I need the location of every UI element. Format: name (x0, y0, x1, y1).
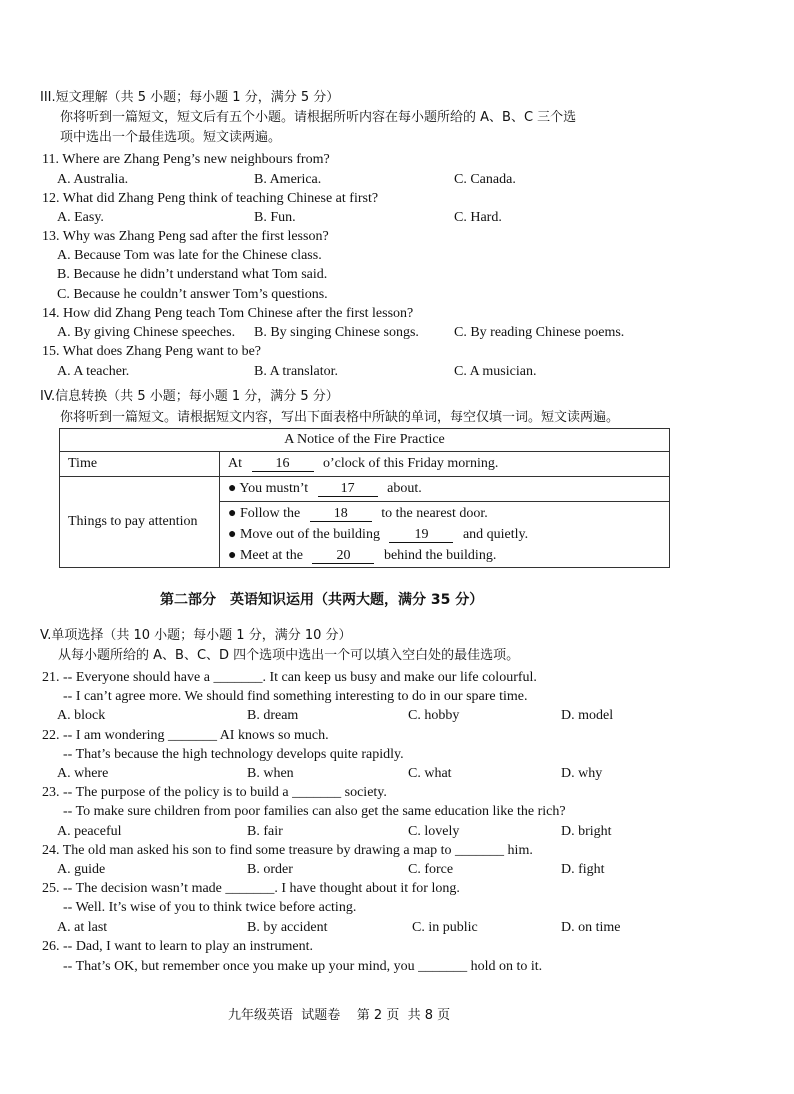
question-11: 11. Where are Zhang Peng’s new neighbours from? (42, 152, 330, 167)
q12-option-a: A. Easy. (57, 210, 104, 225)
q25-option-c: C. in public (412, 920, 478, 935)
q22-option-c: C. what (408, 766, 452, 781)
bullet-17-prefix: ● You mustn’t (228, 481, 309, 496)
question-21-line1: 21. -- Everyone should have a _______. It can keep us busy and make our life colourful. (42, 670, 537, 685)
question-26-line1: 26. -- Dad, I want to learn to play an instrument. (42, 939, 313, 954)
bullet-19 (228, 524, 661, 545)
bullet-18-prefix: ● Follow the (228, 506, 301, 521)
section3-heading: III.短文理解（共 5 小题；每小题 1 分，满分 5 分） (40, 90, 340, 105)
q24-option-d: D. fight (561, 862, 605, 877)
bullet-20-prefix: ● Meet at the (228, 548, 303, 563)
section3-instructions-line1: 你将听到一篇短文，短文后有五个小题。请根据所听内容在每小题所给的 A、B、C 三个选 (60, 110, 577, 125)
q24-option-c: C. force (408, 862, 454, 877)
q23-option-b: B. fair (247, 824, 283, 839)
question-13: 13. Why was Zhang Peng sad after the first lesson? (42, 229, 329, 244)
q11-option-b: B. America. (254, 172, 322, 187)
time-cell (220, 452, 670, 477)
q25-option-d: D. on time (561, 920, 621, 935)
section5-instructions: 从每小题所给的 A、B、C、D 四个选项中选出一个可以填入空白处的最佳选项。 (58, 648, 520, 663)
q15-option-a: A. A teacher. (57, 364, 130, 379)
section4-heading: IV.信息转换（共 5 小题；每小题 1 分，满分 5 分） (40, 389, 339, 404)
blank-17[interactable]: 17 (318, 481, 378, 497)
bullet-17-suffix: about. (387, 481, 422, 496)
question-23-line1: 23. -- The purpose of the policy is to build a _______ society. (42, 785, 387, 800)
q21-option-b: B. dream (247, 708, 299, 723)
bullet-17-cell (220, 477, 670, 502)
q12-option-c: C. Hard. (454, 210, 502, 225)
time-prefix: At (228, 456, 242, 471)
blank-18[interactable]: 18 (310, 506, 372, 522)
question-12: 12. What did Zhang Peng think of teaching Chinese at first? (42, 191, 379, 206)
q25-option-a: A. at last (57, 920, 108, 935)
question-24-line1: 24. The old man asked his son to find some treasure by drawing a map to _______ him. (42, 843, 533, 858)
q22-option-a: A. where (57, 766, 109, 781)
bullet-20 (228, 545, 661, 566)
q11-option-c: C. Canada. (454, 172, 516, 187)
notice-title: A Notice of the Fire Practice (60, 429, 670, 452)
q23-option-d: D. bright (561, 824, 612, 839)
q22-option-d: D. why (561, 766, 603, 781)
question-26-line2: -- That’s OK, but remember once you make up your mind, you _______ hold on to it. (63, 959, 543, 974)
q11-option-a: A. Australia. (57, 172, 129, 187)
bullet-19-prefix: ● Move out of the building (228, 527, 380, 542)
q14-option-c: C. By reading Chinese poems. (454, 325, 625, 340)
q14-option-a: A. By giving Chinese speeches. (57, 325, 236, 340)
q15-option-c: C. A musician. (454, 364, 537, 379)
q23-option-c: C. lovely (408, 824, 460, 839)
q24-option-b: B. order (247, 862, 293, 877)
q14-option-b: B. By singing Chinese songs. (254, 325, 419, 340)
bullet-18-suffix: to the nearest door. (381, 506, 488, 521)
q25-option-b: B. by accident (247, 920, 328, 935)
question-21-line2: -- I can’t agree more. We should find something interesting to do in our spare time. (63, 689, 528, 704)
q22-option-b: B. when (247, 766, 294, 781)
q13-option-a: A. Because Tom was late for the Chinese class. (57, 248, 322, 263)
q24-option-a: A. guide (57, 862, 106, 877)
bullets-cell (220, 502, 670, 568)
question-22-line2: -- That’s because the high technology develops quite rapidly. (63, 747, 404, 762)
section4-instructions: 你将听到一篇短文。请根据短文内容，写出下面表格中所缺的单词，每空仅填一词。短文读两遍。 (60, 410, 620, 425)
fire-practice-notice-table (59, 428, 670, 568)
section3-instructions-line2: 项中选出一个最佳选项。短文读两遍。 (60, 130, 282, 145)
part2-title: 第二部分 英语知识运用（共两大题，满分 35 分） (160, 592, 484, 608)
question-25-line1: 25. -- The decision wasn’t made _______. I have thought about it for long. (42, 881, 460, 896)
q21-option-d: D. model (561, 708, 614, 723)
q23-option-a: A. peaceful (57, 824, 122, 839)
page-footer: 九年级英语 试题卷 第 2 页 共 8 页 (228, 1008, 451, 1023)
q12-option-b: B. Fun. (254, 210, 296, 225)
q13-option-b: B. Because he didn’t understand what Tom said. (57, 267, 328, 282)
time-suffix: o’clock of this Friday morning. (323, 456, 499, 471)
bullet-20-suffix: behind the building. (383, 548, 497, 563)
blank-19[interactable]: 19 (389, 527, 453, 543)
q21-option-a: A. block (57, 708, 106, 723)
question-15: 15. What does Zhang Peng want to be? (42, 344, 262, 359)
question-14: 14. How did Zhang Peng teach Tom Chinese after the first lesson? (42, 306, 414, 321)
things-label: Things to pay attention (60, 477, 220, 568)
question-23-line2: -- To make sure children from poor families can also get the same education like the rich? (63, 804, 566, 819)
q15-option-b: B. A translator. (254, 364, 338, 379)
q13-option-c: C. Because he couldn’t answer Tom’s questions. (57, 287, 328, 302)
bullet-19-suffix: and quietly. (462, 527, 529, 542)
q21-option-c: C. hobby (408, 708, 460, 723)
blank-16[interactable]: 16 (252, 456, 314, 472)
section5-heading: V.单项选择（共 10 小题；每小题 1 分，满分 10 分） (40, 628, 352, 643)
time-label: Time (60, 452, 220, 477)
bullet-18 (228, 503, 661, 524)
blank-20[interactable]: 20 (312, 548, 374, 564)
question-22-line1: 22. -- I am wondering _______ AI knows so much. (42, 728, 329, 743)
question-25-line2: -- Well. It’s wise of you to think twice before acting. (63, 900, 357, 915)
